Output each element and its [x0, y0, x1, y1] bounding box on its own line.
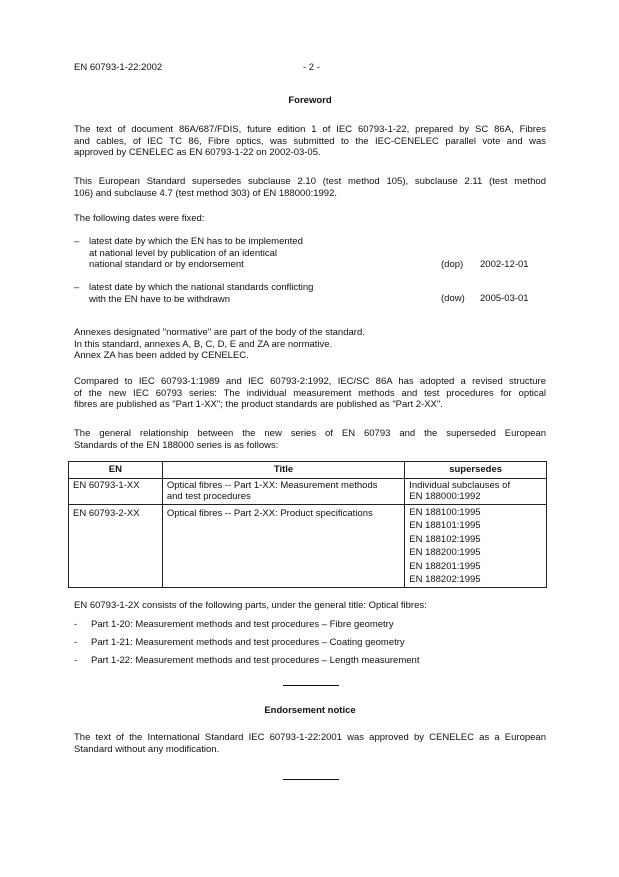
- cell-title: [162, 478, 404, 504]
- section-divider: [283, 685, 339, 686]
- list-text: Part 1-21: Measurement methods and test procedures – Coating geometry: [91, 637, 405, 648]
- list-bullet: -: [74, 637, 78, 648]
- supersedes-item: EN 188202:1995: [409, 574, 481, 585]
- text-line: EN 188000:1992: [409, 491, 481, 502]
- supersedes-item: EN 188102:1995: [409, 533, 481, 545]
- date-code: (dow): [441, 293, 465, 304]
- text-line: In this standard, annexes A, B, C, D, E and ZA are normative.: [74, 338, 333, 350]
- table-row: [69, 478, 547, 504]
- cell-title: [162, 504, 404, 587]
- list-text: Part 1-20: Measurement methods and test procedures – Fibre geometry: [91, 619, 394, 630]
- end-divider: [283, 779, 339, 780]
- date-value: 2005-03-01: [480, 293, 529, 304]
- endorsement-heading: Endorsement notice: [264, 705, 356, 716]
- supersedes-item: EN 188200:1995: [409, 547, 481, 558]
- column-header-en: EN: [69, 462, 163, 479]
- cell-en: EN 60793-1-XX: [69, 478, 163, 504]
- text-line: Individual subclauses of: [409, 479, 511, 491]
- list-bullet: -: [74, 619, 78, 630]
- text-line: 106) and subclause 4.7 (test method 303) of EN 188000:1992.: [74, 187, 338, 199]
- supersedes-item: EN 188101:1995: [409, 520, 481, 531]
- text-line: Annex ZA has been added by CENELEC.: [74, 350, 249, 361]
- text-line: at national level by publication of an identical: [89, 247, 278, 259]
- page-number: - 2 -: [303, 62, 320, 73]
- table-row: [69, 504, 547, 587]
- cell-supersedes: [405, 504, 547, 587]
- foreword-paragraph-7: EN 60793-1-2X consists of the following parts, under the general title: Optical fibres:: [74, 600, 427, 611]
- list-text: Part 1-22: Measurement methods and test procedures – Length measurement: [91, 655, 420, 666]
- text-line: and cables, of IEC TC 86, Fibre optics, was submitted to the IEC-CENELEC parallel vote and was: [74, 135, 546, 147]
- cell-en: EN 60793-2-XX: [69, 504, 163, 587]
- text-line: with the EN have to be withdrawn: [89, 293, 230, 305]
- supersedes-item: EN 188100:1995: [409, 506, 481, 518]
- text-line: The general relationship between the new series of EN 60793 and the superseded European: [74, 428, 546, 439]
- text-line: The text of document 86A/687/FDIS, future edition 1 of IEC 60793-1-22, prepared by SC 86A, Fibres: [74, 124, 546, 135]
- text-line: latest date by which the national standards conflicting: [89, 282, 314, 293]
- page-header: [74, 62, 546, 74]
- foreword-paragraph-3: The following dates were fixed:: [74, 213, 205, 224]
- text-line: Standard without any modification.: [74, 743, 220, 755]
- foreword-paragraph-2: [74, 176, 546, 199]
- text-line: national standard or by endorsement: [89, 259, 244, 270]
- text-line: The text of the International Standard IEC 60793-1-22:2001 was approved by CENELEC as a European: [74, 732, 546, 743]
- cell-supersedes: [405, 478, 547, 504]
- list-bullet: -: [74, 655, 78, 666]
- foreword-paragraph-6: [74, 428, 546, 451]
- endorsement-paragraph: [74, 732, 546, 755]
- table-header-row: [69, 462, 547, 479]
- standards-table: [68, 461, 547, 588]
- text-line: Optical fibres -- Part 2-XX: Product specifications: [166, 507, 373, 519]
- document-id: EN 60793-1-22:2002: [74, 62, 163, 73]
- text-line: Optical fibres -- Part 1-XX: Measurement methods: [166, 479, 378, 491]
- foreword-heading: Foreword: [288, 95, 332, 106]
- foreword-paragraph-1: [74, 124, 546, 159]
- text-line: Annexes designated "normative" are part of the body of the standard.: [74, 327, 365, 338]
- text-line: and test procedures: [166, 491, 251, 502]
- text-line: latest date by which the EN has to be implemented: [89, 236, 303, 247]
- dash-bullet: –: [74, 282, 80, 293]
- text-line: Standards of the EN 188000 series is as follows:: [74, 439, 279, 451]
- date-value: 2002-12-01: [480, 259, 529, 270]
- text-line: approved by CENELEC as EN 60793-1-22 on 2002-03-05.: [74, 147, 321, 158]
- foreword-paragraph-4: [74, 327, 546, 362]
- text-line: This European Standard supersedes subclause 2.10 (test method 105), subclause 2.11 (test method: [74, 176, 546, 187]
- dash-bullet: –: [74, 236, 80, 247]
- text-line: fibres are published as "Part 1-XX"; the product standards are published as "Part 2-XX".: [74, 399, 443, 410]
- text-line: of the new IEC 60793 series: The individual measurement methods and test procedures for optical: [74, 387, 546, 399]
- date-code: (dop): [441, 259, 464, 270]
- column-header-supersedes: supersedes: [405, 462, 547, 479]
- column-header-title: Title: [162, 462, 404, 479]
- foreword-paragraph-5: [74, 376, 546, 411]
- supersedes-item: EN 188201:1995: [409, 560, 481, 572]
- text-line: Compared to IEC 60793-1:1989 and IEC 60793-2:1992, IEC/SC 86A has adopted a revised structure: [74, 376, 546, 387]
